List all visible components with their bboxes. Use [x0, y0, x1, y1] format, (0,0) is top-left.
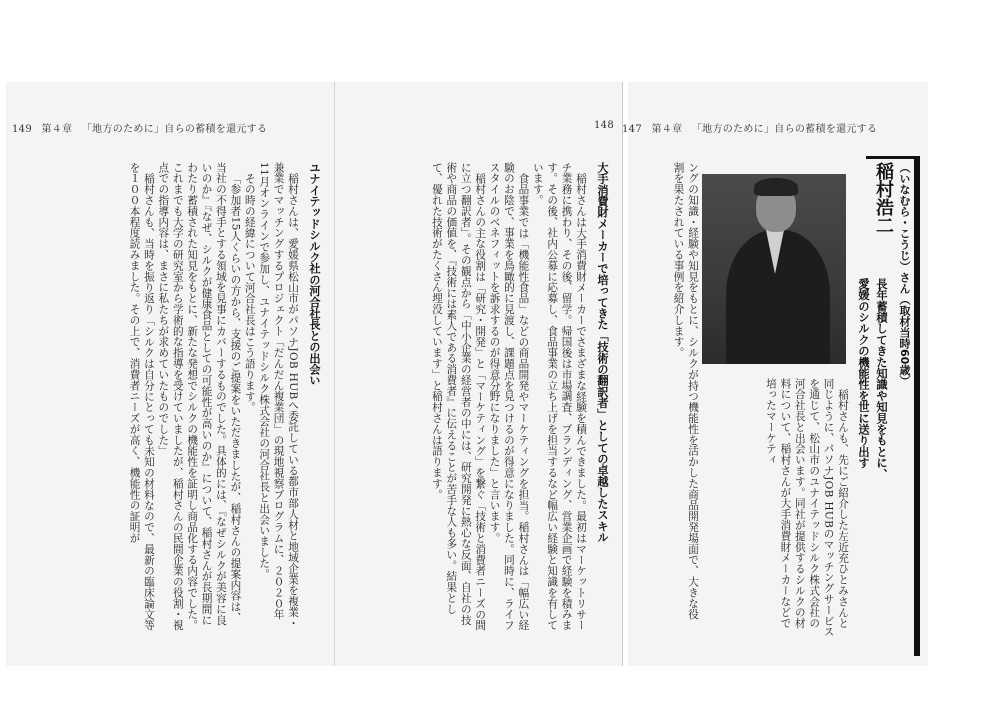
- union-paragraph: その時の経緯について河合社長はこう語ります。: [243, 172, 256, 413]
- vertical-rule: [914, 156, 920, 656]
- running-header-147: [622, 120, 883, 135]
- article-paragraph: 稲村さんの主な役割は「研究・開発」と「マーケティング」を繋ぐ「技術と消費者ニーズの間に立つ翻訳者」。その観点から「中小企業の経営者の中には、研究開発に熱心な反面、自社の技術や商品の価値を、『技術には素人である消費者』に伝えることが苦手な人も多い。結果として、優れた技術がたくさん埋没しています」と稲村さんは語ります。: [430, 162, 487, 631]
- profile-tagline-1: 長年蓄積してきた知識や知見をもとに、: [875, 278, 888, 480]
- top-rule: [866, 156, 920, 159]
- profile-photo: [702, 174, 846, 364]
- section-title: 「地方のために」自らの蓄積を還元する: [691, 124, 878, 135]
- profile-tagline-2: 愛媛のシルクの機能性を世に送り出す: [857, 278, 870, 469]
- profile-reading: （いなむら・こうじ）さん: [898, 162, 911, 294]
- chapter-label: 第４章: [41, 124, 73, 135]
- chapter-label: 第４章: [651, 124, 683, 135]
- union-heading: ユナイテッドシルク社の河合社長との出会い: [308, 162, 321, 386]
- union-paragraph: 稲村さんは、愛媛県松山市がパソナJOB HUBへ委託している都市部人材と地域企業を複業・兼業でマッチングするプロジェクト「だんだん複業団」の現地視察ブログラムに、２０２０年11月オンラインで参加し、ユナイテッドシルク株式会社の河合社長と出会いました。: [258, 162, 299, 629]
- article-paragraph: 稲村さんは大手消費財メーカーでさまざまな経験を積んできました。最初はマーケットリサーチ業務に携わり、その後、留学。帰国後は市場調査、ブランディング、営業企画で経験を積みます。その後、社内公募に応募し、食品事業の立ち上げを担当するなど幅広い経験と知識を有しています。: [531, 162, 587, 631]
- profile-body: 稲村さんも、先にご紹介した左近充ひとみさんと同じように、パソナJOB HUBのマッチングサービスを通じて、松山市のユナイテッドシルク株式会社の河合社長と出会います。同社が提供するシルクの材料について、稲村さんが大手消費財メーカーなどで培ったマーケティ: [764, 378, 849, 638]
- union-paragraph: 稲村さんも、当時を振り返り「シルクは自分にとっても未知の材料なので、最新の臨床論文等を１００本程度読みました。その上で、消費者ニーズが高く、機能性の証明が: [128, 162, 155, 631]
- article-paragraph: 食品事業では「機能性食品」などの商品開発やマーケティングを担当。稲村さんは「幅広い経験のお陰で、事業を鳥瞰的に見渡し、課題点を見つけるのが得意になりました。同時に、ライフスタイルのベネフィットを訴求するのが得意分野になりました」と言います。: [488, 162, 530, 631]
- page-number-148: 148: [594, 120, 614, 131]
- union-body: [14, 162, 300, 632]
- union-paragraph: 「参加者15人くらいの方から、支援のご提案をいただきましたが、稲村さんの提案内容は、当社の不得手とする領域を見事にカバーするものでした。具体的には、『なぜシルクが美容に良いのか』『なぜ、シルクが健康食品としての可能性が高いのか』について、稲村さんが長期間にわたり蓄積された知見をもとに、新たな発想でシルクの機能性を証明し商品化する内容でした。これまでも大学の研究室から学術的な指導を受けていましたが、稲村さんの民間企業の役割・視点での指導内容は、まさに私たちが求めていたものでした」: [157, 162, 242, 631]
- running-header-149: [12, 120, 273, 135]
- left-page: [6, 82, 623, 666]
- intro-text: ングの知識・経験や知見をもとに、シルクが持つ機能性を活かした商品開発場面で、大きな役割を果たされている事例を紹介します。: [672, 162, 699, 620]
- section-title: 「地方のために」自らの蓄積を還元する: [81, 124, 268, 135]
- page-number: 149: [12, 124, 32, 135]
- right-page: [622, 82, 928, 666]
- profile-note: （取材当時60歳）: [898, 294, 911, 387]
- article-body: [344, 162, 588, 632]
- article-heading: 大手消費財メーカーで培ってきた「技術の翻訳者」としての卓越したスキル: [596, 162, 609, 543]
- page-number: 147: [622, 124, 642, 135]
- profile-name: 稲村浩二: [873, 162, 894, 234]
